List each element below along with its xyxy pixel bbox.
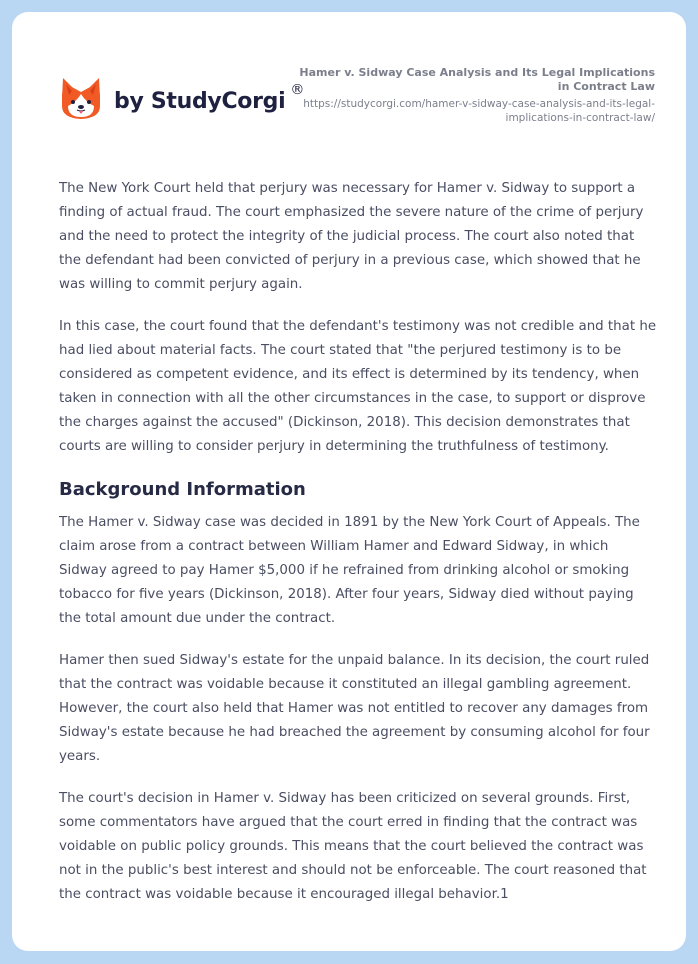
- paragraph: The New York Court held that perjury was necessary for Hamer v. Sidway to support a finding of actual fraud. The court emphasized the severe nature of the crime of perjury and the need to protect the integrity of the judicial process. The court also noted that the defendant had been convicted of perjury in a previous case, which showed that he was willing to commit perjury again.: [59, 181, 644, 292]
- section-heading: Background Information: [59, 479, 306, 500]
- corgi-head-icon: [60, 76, 102, 120]
- studycorgi-logo[interactable]: [60, 76, 305, 120]
- document-card: [12, 12, 686, 951]
- paragraph: The Hamer v. Sidway case was decided in 1891 by the New York Court of Appeals. The claim arose from a contract between William Hamer and Edward Sidway, in which Sidway agreed to pay Hamer $5,000 if he refrained from drinking alcohol or smoking tobacco for five years (Dickinson, 2018). After four years, Sidway died without paying the total amount due under the contract.: [59, 515, 640, 626]
- article-body: [59, 177, 659, 925]
- document-url[interactable]: https://studycorgi.com/hamer-v-sidway-case-analysis-and-its-legal-implications-in-contract-law/: [303, 98, 655, 124]
- paragraph-text: The court's decision in Hamer v. Sidway has been criticized on several grounds. First, some commentators have argued that the court erred in finding that the contract was voidable on public policy grounds. This means that the court believed the contract was not in the public's best interest and should not be enforceable. The court reasoned that the contract was voidable because it encouraged illegal behavior.: [59, 791, 647, 902]
- paragraph: [59, 787, 659, 907]
- document-meta: [295, 66, 655, 125]
- page-number: 1: [500, 887, 509, 902]
- document-title: Hamer v. Sidway Case Analysis and Its Legal Implications in Contract Law: [299, 66, 655, 93]
- document-header: [12, 12, 686, 162]
- logo-wordmark: by StudyCorgi: [114, 88, 286, 114]
- paragraph: In this case, the court found that the defendant's testimony was not credible and that he had lied about material facts. The court stated that "the perjured testimony is to be considered as competent evidence, and its effect is determined by its tendency, when taken in connection with all the other circumstances in the case, to support or disprove the charges against the accused" (Dickinson, 2018). This decision demonstrates that courts are willing to consider perjury in determining the truthfulness of testimony.: [59, 319, 657, 454]
- registered-mark: ®: [290, 82, 305, 98]
- paragraph: Hamer then sued Sidway's estate for the unpaid balance. In its decision, the court ruled that the contract was voidable because it constituted an illegal gambling agreement. However, the court also held that Hamer was not entitled to recover any damages from Sidway's estate because he had breached the agreement by consuming alcohol for four years.: [59, 653, 650, 764]
